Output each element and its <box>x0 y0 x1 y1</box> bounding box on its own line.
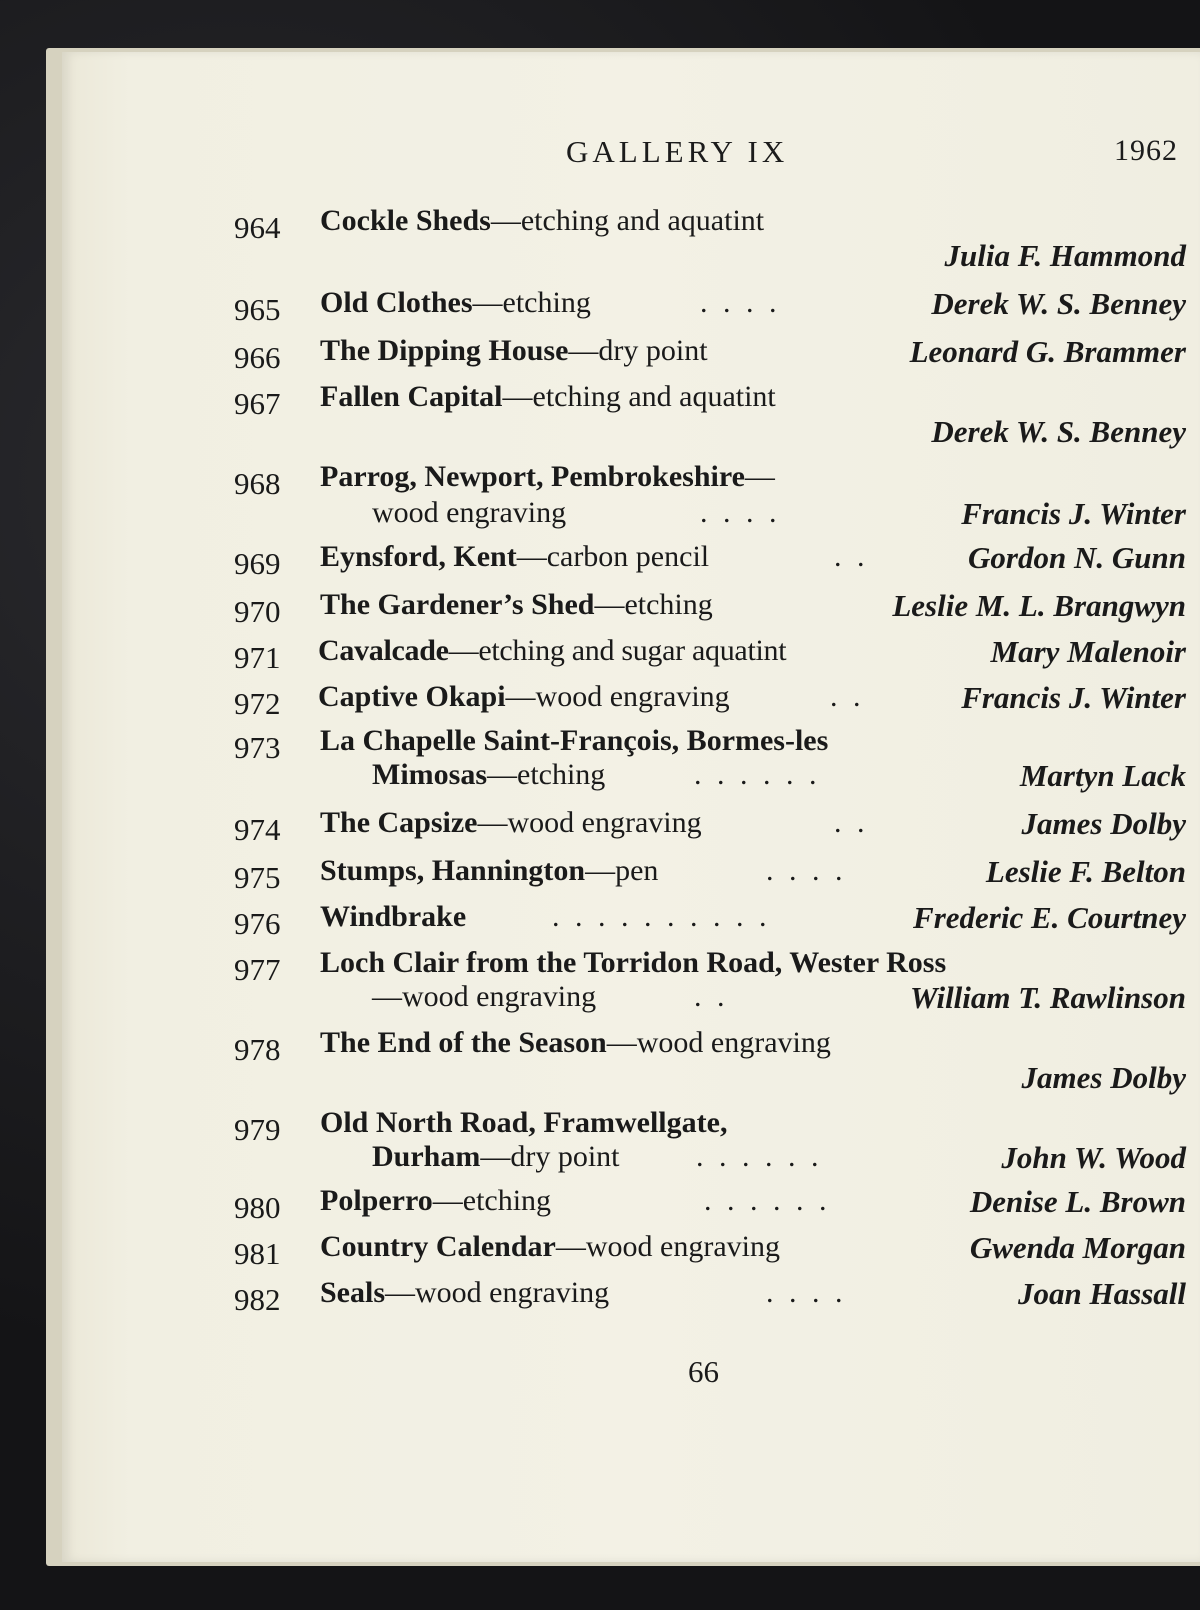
dot-leader: . . . . . . . . . . <box>552 900 771 933</box>
entry-medium: —pen <box>585 854 659 887</box>
entry-title: Captive Okapi <box>318 680 506 713</box>
entry-line <box>320 900 466 934</box>
entry-line <box>320 1276 609 1310</box>
entry-artist: Leonard G. Brammer <box>909 334 1186 369</box>
entry-line <box>318 680 730 714</box>
entry-line <box>320 460 775 494</box>
entry-medium: —etching and aquatint <box>490 204 765 237</box>
entry-number: 968 <box>234 466 281 501</box>
entry-number: 982 <box>234 1282 281 1317</box>
dot-leader: . . . . <box>700 496 781 529</box>
entry-title: Cockle Sheds <box>320 204 491 237</box>
entry-medium: —wood engraving <box>555 1230 780 1263</box>
entry-medium: —etching <box>472 286 591 319</box>
dot-leader: . . <box>834 540 869 573</box>
entry-artist: Frederic E. Courtney <box>913 900 1186 935</box>
entry-title-continued: Mimosas <box>372 758 487 791</box>
entry-line <box>320 334 708 368</box>
gallery-title: GALLERY IX <box>566 134 789 169</box>
entry-medium: —carbon pencil <box>516 540 710 573</box>
entry-artist: Gordon N. Gunn <box>968 540 1186 575</box>
entry-number: 981 <box>234 1236 281 1271</box>
entry-title: La Chapelle Saint-François, Bormes-les <box>320 724 829 757</box>
entry-medium-continued: wood engraving <box>372 496 567 529</box>
entry-artist: Joan Hassall <box>1018 1276 1186 1311</box>
entry-title: The End of the Season <box>320 1026 607 1059</box>
running-head <box>0 134 1200 174</box>
page-number: 66 <box>688 1354 719 1389</box>
entry-line <box>320 1184 551 1218</box>
entry-title: Eynsford, Kent <box>320 540 517 573</box>
entry-line <box>320 854 658 888</box>
entry-artist: Gwenda Morgan <box>969 1230 1186 1265</box>
entry-number: 975 <box>234 860 281 895</box>
entry-medium: —etching and sugar aquatint <box>448 634 787 667</box>
entry-number: 974 <box>234 812 281 847</box>
entry-medium: —etching <box>594 588 713 621</box>
entry-title: Windbrake <box>320 900 467 933</box>
entry-number: 977 <box>234 952 281 987</box>
dot-leader: . . <box>694 980 729 1013</box>
entry-artist: Francis J. Winter <box>961 496 1186 531</box>
entry-number: 979 <box>234 1112 281 1147</box>
entry-medium: —wood engraving <box>477 806 702 839</box>
entry-medium: —wood engraving <box>606 1026 831 1059</box>
entry-medium: — <box>744 460 775 493</box>
entry-title: Polperro <box>320 1184 433 1217</box>
entry-medium: —etching and aquatint <box>502 380 776 413</box>
dot-leader: . . . . . . <box>696 1140 823 1173</box>
entry-title: Country Calendar <box>320 1230 556 1263</box>
entry-number: 964 <box>234 210 281 245</box>
entry-artist: Martyn Lack <box>1019 758 1186 793</box>
entry-number: 972 <box>234 686 281 721</box>
entry-number: 966 <box>234 340 281 375</box>
entry-title: Parrog, Newport, Pembrokeshire <box>320 460 745 493</box>
dot-leader: . . . . . . <box>694 758 821 791</box>
entry-line-continued <box>372 758 605 792</box>
entry-medium: —wood engraving <box>372 980 597 1013</box>
entry-line <box>320 204 764 238</box>
dot-leader: . . . . . . <box>704 1184 831 1217</box>
entry-title: Fallen Capital <box>320 380 503 413</box>
entry-artist: Leslie F. Belton <box>985 854 1186 889</box>
entry-line <box>320 1026 831 1060</box>
entry-number: 967 <box>234 386 281 421</box>
entry-title: Seals <box>320 1276 386 1309</box>
entry-line <box>320 286 591 320</box>
entry-artist: William T. Rawlinson <box>910 980 1186 1015</box>
entry-artist: Denise L. Brown <box>969 1184 1186 1219</box>
entry-line <box>320 806 702 840</box>
entry-number: 980 <box>234 1190 281 1225</box>
entry-medium: —etching <box>432 1184 552 1217</box>
entry-title: The Dipping House <box>320 334 569 367</box>
dot-leader: . . . . <box>700 286 781 319</box>
entry-medium: —wood engraving <box>385 1276 610 1309</box>
entry-title: The Capsize <box>320 806 478 839</box>
entry-line <box>320 540 709 574</box>
entry-number: 973 <box>234 730 281 765</box>
entry-number: 970 <box>234 594 281 629</box>
entry-medium: —wood engraving <box>505 680 730 713</box>
dot-leader: . . <box>830 680 865 713</box>
dot-leader: . . . . <box>766 854 847 887</box>
entry-line <box>320 380 776 414</box>
dot-leader: . . . . <box>766 1276 847 1309</box>
entry-artist: James Dolby <box>1021 1060 1186 1095</box>
year: 1962 <box>1114 134 1178 167</box>
entry-title: Loch Clair from the Torridon Road, Wester Ross <box>320 946 947 979</box>
entry-title-continued: Durham <box>372 1140 481 1173</box>
entry-number: 976 <box>234 906 281 941</box>
entry-line <box>320 1230 780 1264</box>
entry-medium: —dry point <box>568 334 708 367</box>
entry-line-continued <box>372 1140 620 1174</box>
entry-number: 965 <box>234 292 281 327</box>
entry-artist: Francis J. Winter <box>961 680 1186 715</box>
entry-artist: Leslie M. L. Brangwyn <box>892 588 1186 623</box>
entry-line <box>318 634 786 668</box>
entry-number: 971 <box>234 640 281 675</box>
entry-title: Old Clothes <box>320 286 473 319</box>
entry-title: Stumps, Hannington <box>320 854 586 887</box>
entry-artist: Derek W. S. Benney <box>931 414 1186 449</box>
dot-leader: . . <box>834 806 869 839</box>
entry-artist: John W. Wood <box>1001 1140 1186 1175</box>
entry-medium: —etching <box>487 758 606 791</box>
entry-title: Old North Road, Framwellgate, <box>320 1106 728 1139</box>
entry-artist: Mary Malenoir <box>990 634 1186 669</box>
entry-medium: —dry point <box>480 1140 620 1173</box>
entry-title: The Gardener’s Shed <box>320 588 595 621</box>
entry-number: 969 <box>234 546 281 581</box>
entry-line <box>320 588 713 622</box>
entry-number: 978 <box>234 1032 281 1067</box>
entry-artist: Derek W. S. Benney <box>931 286 1186 321</box>
entry-artist: Julia F. Hammond <box>944 238 1186 273</box>
entry-artist: James Dolby <box>1021 806 1186 841</box>
entry-title: Cavalcade <box>318 634 449 667</box>
